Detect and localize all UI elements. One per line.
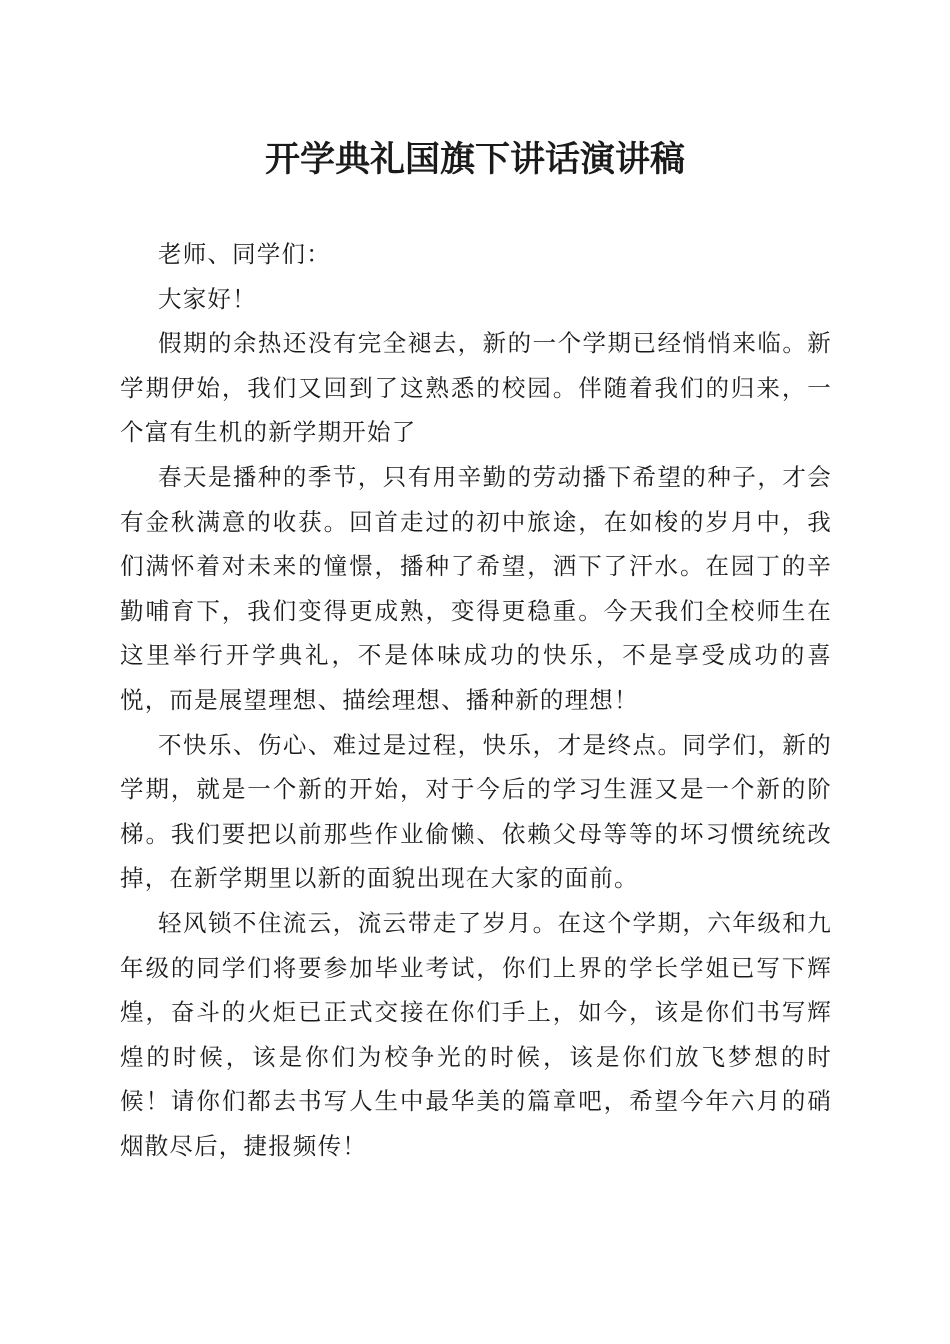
salutation: 老师、同学们： xyxy=(158,240,331,268)
paragraph: 春天是播种的季节，只有用辛勤的劳动播下希望的种子，才会有金秋满意的收获。回首走过的初中旅途，在如梭的岁月中，我们满怀着对未来的憧憬，播种了希望，洒下了汗水。在园丁的辛勤哺育下，我们变得更成熟，变得更稳重。今天我们全校师生在这里举行开学典礼，不是体味成功的快乐，不是享受成功的喜悦，而是展望理想、描绘理想、播种新的理想！ xyxy=(120,462,832,714)
document-body xyxy=(120,232,832,1168)
document-title: 开学典礼国旗下讲话演讲稿 xyxy=(264,139,685,180)
greeting: 大家好！ xyxy=(158,284,257,313)
paragraph: 假期的余热还没有完全褪去，新的一个学期已经悄悄来临。新学期伊始，我们又回到了这熟悉的校园。伴随着我们的归来，一个富有生机的新学期开始了 xyxy=(120,329,832,447)
paragraph: 不快乐、伤心、难过是过程，快乐，才是终点。同学们，新的学期，就是一个新的开始，对于今后的学习生涯又是一个新的阶梯。我们要把以前那些作业偷懒、依赖父母等等的坏习惯统统改掉，在新学期里以新的面貌出现在大家的面前。 xyxy=(120,730,832,893)
paragraph: 轻风锁不住流云，流云带走了岁月。在这个学期，六年级和九年级的同学们将要参加毕业考试，你们上界的学长学姐已写下辉煌，奋斗的火炬已正式交接在你们手上，如今，该是你们书写辉煌的时候，该是你们为校争光的时候，该是你们放飞梦想的时候！请你们都去书写人生中最华美的篇章吧，希望今年六月的硝烟散尽后，捷报频传！ xyxy=(120,908,832,1160)
